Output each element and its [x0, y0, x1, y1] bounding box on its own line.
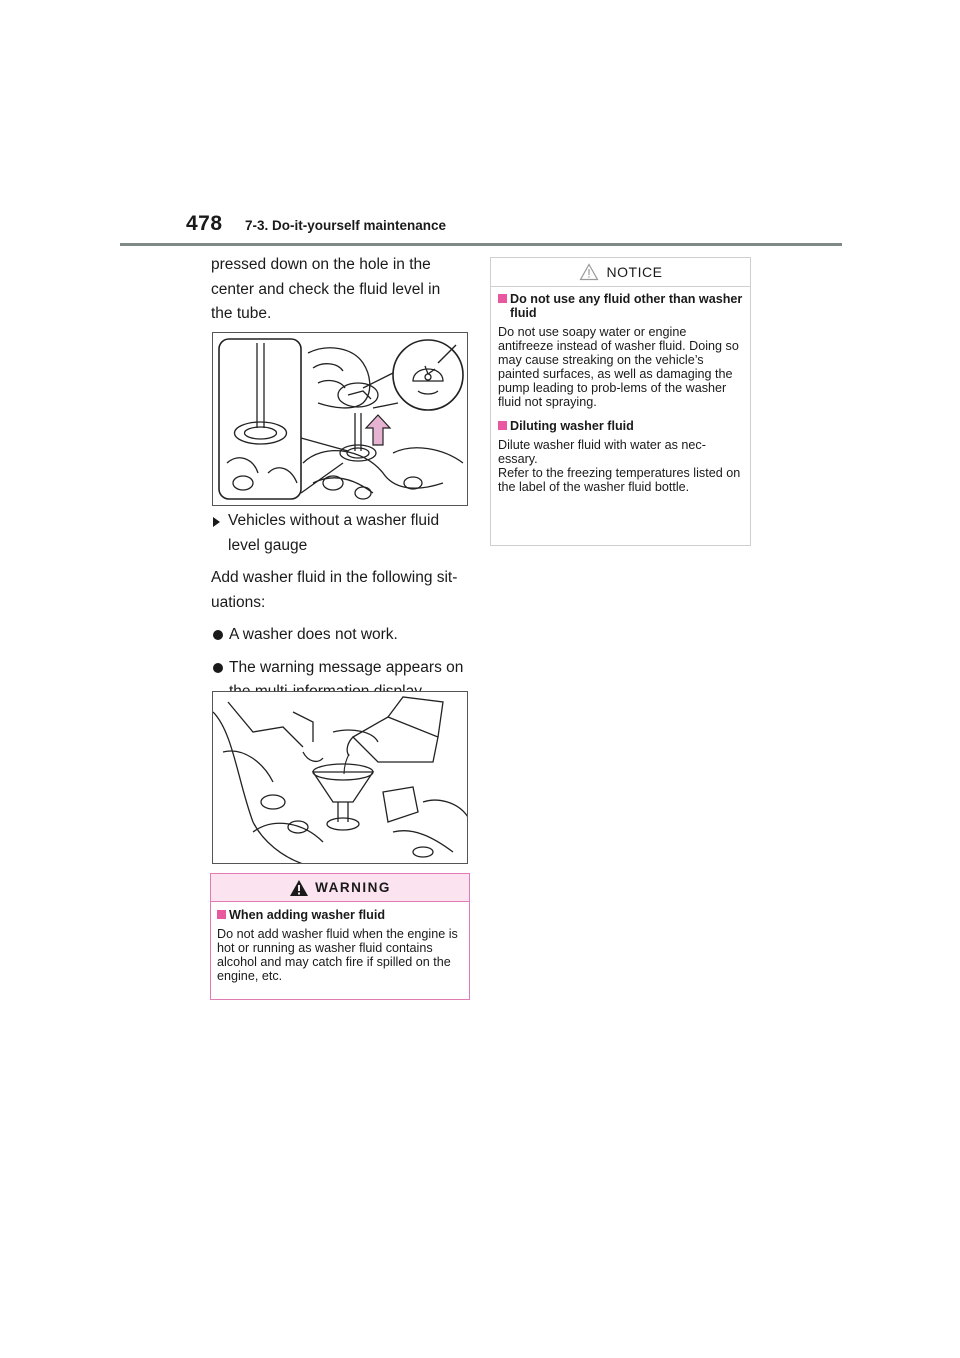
warning-box [210, 873, 470, 1000]
bullet-item: A washer does not work. [211, 623, 473, 648]
warning-triangle-icon [289, 879, 309, 897]
warning-header [211, 874, 469, 902]
notice-subheading: Do not use any fluid other than washer fluid [498, 292, 744, 320]
dot-bullet-icon [213, 630, 223, 640]
notice-text: Refer to the freezing temperatures listed on the label of the washer fluid bottle. [498, 466, 741, 494]
notice-text: Dilute washer fluid with water as nec-essary. [498, 438, 706, 466]
warning-body [211, 902, 469, 983]
triangle-item: Vehicles without a washer fluid level gauge [211, 509, 473, 558]
bullet-item: The warning message appears on [211, 656, 473, 705]
warning-title: WARNING [315, 880, 391, 895]
section-title: 7-3. Do-it-yourself maintenance [245, 218, 447, 233]
square-bullet-icon [217, 910, 226, 919]
pouring-fluid-illustration [212, 691, 468, 864]
square-bullet-icon [498, 421, 507, 430]
pouring-fluid-drawing [213, 692, 468, 864]
header-rule [120, 243, 842, 246]
intro-paragraph: pressed down on the hole in the center and check the fluid level in the tube. [211, 256, 441, 322]
left-column [211, 253, 473, 327]
notice-text: Do not use soapy water or engine antifreeze instead of washer fluid. Doing so may cause streaking on the vehicle’s painted surfaces, as well as damaging the pump leading to prob-lems of the washer fluid not spraying. [498, 325, 739, 409]
notice-box [490, 257, 751, 546]
warning-subheading: When adding washer fluid [217, 908, 463, 922]
page-number: 478 [186, 212, 223, 235]
fluid-level-illustration [212, 332, 468, 506]
notice-header [491, 258, 750, 287]
left-column-lower [211, 509, 473, 705]
situations-intro: Add washer fluid in the following sit-uations: [211, 569, 458, 611]
notice-triangle-icon [579, 263, 599, 281]
square-bullet-icon [498, 294, 507, 303]
notice-body [491, 287, 750, 494]
dot-bullet-icon [213, 663, 223, 673]
notice-title: NOTICE [606, 264, 663, 280]
notice-subheading: Diluting washer fluid [498, 419, 744, 433]
fluid-level-drawing [213, 333, 468, 506]
warning-text: Do not add washer fluid when the engine is hot or running as washer fluid contains alcohol and may catch fire if spilled on the engine, etc. [217, 927, 458, 983]
triangle-bullet-icon [213, 517, 220, 527]
